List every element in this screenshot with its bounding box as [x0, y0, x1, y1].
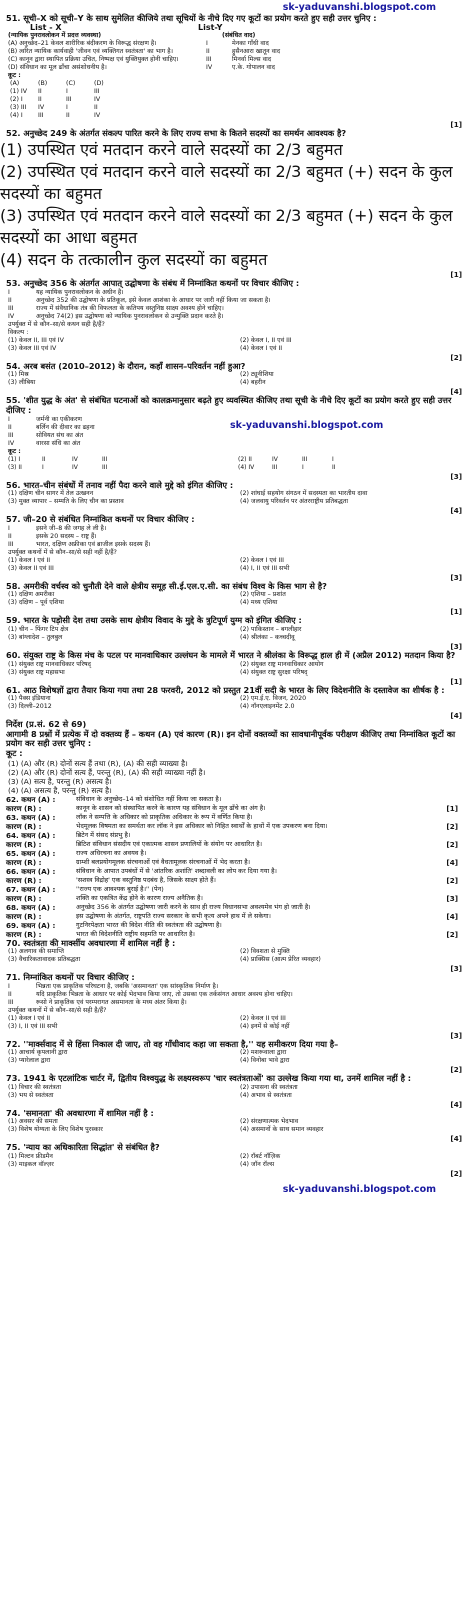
code-cell: II	[66, 111, 70, 119]
statement-row	[0, 289, 476, 297]
q74-options	[0, 1118, 476, 1134]
statement-number: IV	[8, 439, 15, 447]
statement-number: IV	[8, 312, 15, 320]
code-cell: III	[94, 87, 100, 95]
statement-text: इसने जी–8 की जगह ले ली है।	[36, 524, 107, 532]
statement-number: II	[8, 532, 12, 540]
listy-number: II	[206, 47, 210, 55]
assertion-label: 63. कथन (A) :	[6, 812, 56, 822]
q52-stem: 52. अनुच्छेद 249 के अंतर्गत संकल्प पारित करने के लिए राज्य सभा के कितने सदस्यों का समर्थन आवश्यक है?	[6, 127, 347, 138]
option: (4) विनोबा भावे द्वारा	[240, 1057, 290, 1065]
code-cell: I	[66, 103, 68, 111]
option: (4) प्राक्सिस (आत्म प्रेरित व्यवहार)	[240, 956, 321, 964]
assertion-text: ''राज्य एक आवश्यक बुराई है।'' (पेन)	[76, 884, 164, 893]
statement-number: II	[8, 296, 12, 304]
statement-number: II	[8, 423, 12, 431]
q55-kut: कूट :	[8, 447, 21, 455]
code-cell: II	[94, 103, 98, 111]
code-cell: (3) II	[8, 463, 22, 471]
reason-row	[0, 822, 476, 831]
assertion-text: अनुच्छेद 356 के अंतर्गत उद्घोषणा जारी करने के साथ ही राज्य विधानसभा अवश्यमेव भंग हो जाती है।	[76, 902, 311, 911]
q51-listysub: (संबंधित वाद)	[222, 31, 256, 39]
option: (4) असमानों के साथ समान व्यवहार	[240, 1126, 324, 1134]
q61-options	[0, 695, 476, 711]
option: (3) मुक्त व्यापार – सम्मति के लिए चीन का प्रस्ताव	[8, 498, 124, 506]
option: (1) केवल I एवं II	[8, 1014, 51, 1022]
q73-answer: [4]	[450, 1099, 462, 1109]
statement-number: I	[8, 524, 10, 532]
option: (2) उपासना की स्वतंत्रता	[240, 1083, 298, 1091]
statement-text: सोवियत संघ का अंत	[36, 431, 84, 439]
option: (3) भय से स्वतंत्रता	[8, 1091, 54, 1099]
statement-row	[0, 533, 476, 541]
match-row	[0, 64, 476, 72]
blog-watermark-bottom: sk-yaduvanshi.blogspot.com	[282, 1184, 436, 1196]
code-cell: III	[102, 463, 108, 471]
answer-mark: [4]	[446, 857, 458, 867]
option: (1) चीन – फिंगर टिप क्षेत्र	[8, 625, 69, 633]
q53-stem: 53. अनुच्छेद 356 के अंतर्गत आपात् उद्घोषणा के संबंध में निम्नांकित कथनों पर विचार कीजिए :	[6, 278, 300, 289]
assertion-row	[0, 849, 476, 858]
q57-options	[0, 557, 476, 573]
q56-stem: 56. भारत–चीन संबंधों में तनाव नहीं पैदा करने वाले मुद्दे को इंगित कीजिए :	[6, 479, 234, 490]
code-cell: III	[102, 455, 108, 463]
option: (2) मशरूवाला द्वारा	[240, 1049, 287, 1057]
code-header: (C)	[66, 79, 76, 87]
assertion-label: 69. कथन (A) :	[6, 920, 56, 930]
option: (2) रॉबर्ट नॉज़िक	[240, 1153, 281, 1161]
listy-item: ए.के. गोपालन वाद	[232, 63, 275, 71]
reason-text: ग्राम्शी बलप्रयोगमूलक संरचनाओं एवं वैधतामूलक संरचनाओं में भेद करता है।	[76, 857, 251, 866]
reason-text: ब्रिटिश संविधान संसदीय एवं एकात्मक शासन प्रणालियों के संयोग पर आधारित है।	[76, 839, 263, 848]
listy-item: हुसैनआरा खातून वाद	[232, 47, 281, 55]
q51-kut: कूट :	[8, 71, 21, 79]
q53-ask: उपर्युक्त में से कौन–सा/से कथन सही है/हैं?	[8, 320, 105, 328]
option: (4) मध्य एशिया	[240, 599, 278, 607]
code-cell: I	[66, 87, 68, 95]
statement-text: यह न्यायिक पुनरावलोकन के अधीन है।	[36, 288, 124, 296]
code-cell: IV	[72, 455, 78, 463]
statement-row	[0, 416, 230, 424]
option: (2) केवल I एवं III	[240, 556, 284, 564]
option: (1) दक्षिण अमरीका	[8, 591, 55, 599]
option: (3) माइकल वॉल्ज़र	[8, 1161, 54, 1169]
blog-watermark-2: sk-yaduvanshi.blogspot.com	[230, 419, 384, 431]
assertion-label: 65. कथन (A) :	[6, 848, 56, 858]
option: (2) उपस्थित एवं मतदान करने वाले सदस्यों का 2/3 बहुमत (+) सदन के कुल सदस्यों का बहुमत	[0, 162, 453, 204]
statement-row	[0, 297, 476, 305]
q61-stem: 61. आठ विशेषज्ञों द्वारा तैयार किया गया तथा 28 फरवरी, 2012 को प्रस्तुत 21वीं सदी के भारत के लिए विदेशनीति के दस्तावेज का शीर्षक है :	[6, 684, 445, 695]
assertion-row	[0, 795, 476, 804]
q75-stem: 75. 'न्याय का अधिकारिता सिद्धांत' से संबंधित है?	[6, 1142, 160, 1153]
reason-text: कानून के शासन को संस्थापित करने के कारण यह संविधान के मूल ढाँचे का अंग है।	[76, 803, 266, 812]
q74-stem: 74. 'समानता' की अवधारणा में शामिल नहीं है :	[6, 1107, 154, 1118]
listy-number: III	[206, 55, 212, 63]
q74-answer: [4]	[450, 1134, 462, 1144]
statement-text: जर्मनी का एकीकरण	[36, 415, 82, 423]
q70-stem: 70. स्वतंत्रता की मार्क्सीय अवधारणा में शामिल नहीं है :	[6, 937, 176, 948]
direction-option: (2) (A) और (R) दोनों सत्य हैं, परन्तु (R), (A) की सही व्याख्या नहीं है।	[8, 767, 206, 777]
reason-label: कारण (R) :	[6, 875, 42, 885]
reason-text: भेदमूलक विषमता का समर्थता कर लॉक ने इस अधिकार को निहित स्वार्थों के हाथों में एक उपकरण बना दिया।	[76, 821, 328, 830]
option: (4) श्रीलंका – कच्चदीवू	[240, 633, 295, 641]
q75-options	[0, 1153, 476, 1169]
code-cell: IV	[94, 111, 101, 119]
assertion-label: 68. कथन (A) :	[6, 902, 56, 912]
reason-label: कारण (R) :	[6, 839, 42, 849]
code-cell: (1) IV	[10, 87, 28, 95]
statement-text: भिन्नता एक प्राकृतिक परिघटना है, जबकि 'असमानता' एक सांस्कृतिक निर्माण है।	[36, 982, 219, 990]
q75-answer: [2]	[450, 1169, 462, 1179]
statement-number: I	[8, 288, 10, 296]
reason-row	[0, 858, 476, 867]
listx-item: (B) त्वरित न्यायिक कार्यवाही 'जीवन एवं व्यक्तिगत स्वतंत्रता' का भाग है।	[8, 47, 174, 55]
statement-row	[0, 525, 476, 533]
q72-answer: [2]	[450, 1065, 462, 1075]
reason-label: कारण (R) :	[6, 911, 42, 921]
option: (2) विवशता से मुक्ति	[240, 948, 290, 956]
direction-option: (3) (A) सत्य है, परन्तु (R) असत्य है।	[8, 776, 112, 786]
option: (3) विशेष योग्यता के लिए विशेष पुरस्कार	[8, 1126, 103, 1134]
q53-options	[0, 337, 476, 353]
q55-events	[0, 416, 230, 448]
option: (3) दक्षिण – पूर्व एशिया	[8, 599, 64, 607]
q61-answer: [4]	[450, 711, 462, 721]
option: (3) केवल II एवं III	[8, 564, 54, 572]
listy-number: IV	[206, 63, 213, 71]
q73-options	[0, 1084, 476, 1100]
listx-item: (D) संविधान का मूल ढाँचा असंशोधनीय है।	[8, 63, 107, 71]
match-row	[0, 40, 476, 48]
q72-stem: 72. ''मार्क्सवाद में से हिंसा निकाल दी जाए, तो वह गाँधीवाद कहा जा सकता है,'' यह समीकरण दिया गया है–	[6, 1038, 339, 1049]
option: (3) दिल्ली–2012	[8, 703, 52, 711]
statement-text: यदि प्राकृतिक भिन्नता के आधार पर कोई भेदभाव किया जाए, तो उसका एक तर्कसंगत आधार अवश्य होना चाहिए।	[36, 990, 293, 998]
q57-statements	[0, 525, 476, 549]
q58-stem: 58. अमरीकी वर्चस्व को चुनौती देने वाले क्षेत्रीय समूह सी.ई.एल.ए.सी. का संबंध विश्व के किस भाग से है?	[6, 580, 327, 591]
q71-stem: 71. निम्नांकित कथनों पर विचार कीजिए :	[6, 972, 135, 983]
option: (4) I, II एवं III सभी	[240, 564, 290, 572]
reason-text: इस उद्घोषणा के अंतर्गत, राष्ट्रपति राज्य सरकार के सभी कृत्य अपने हाथ में ले सकेगा।	[76, 911, 271, 920]
assertion-row	[0, 831, 476, 840]
code-cell: II	[38, 87, 42, 95]
q71-statements	[0, 983, 476, 1007]
code-cell: III	[302, 455, 308, 463]
statement-row	[0, 424, 230, 432]
option: (3) लीबिया	[8, 379, 36, 387]
option: (4) जॉन रॉल्स	[240, 1161, 275, 1169]
statement-text: बर्लिन की दीवार का ढहना	[36, 423, 95, 431]
code-cell: IV	[272, 455, 278, 463]
code-header: (A)	[10, 79, 20, 87]
statement-text: इसके 20 सदस्य – राष्ट्र हैं।	[36, 532, 97, 540]
reason-row	[0, 894, 476, 903]
assertion-row	[0, 813, 476, 822]
option: (1) मिल्टन फ्रीडमैन	[8, 1153, 53, 1161]
statement-number: I	[8, 982, 10, 990]
option: (3) उपस्थित एवं मतदान करने वाले सदस्यों का 2/3 बहुमत (+) सदन के कुल सदस्यों का आधा बहुमत	[0, 206, 453, 248]
reason-row	[0, 912, 476, 921]
code-cell: I	[302, 463, 304, 471]
assertion-row	[0, 921, 476, 930]
statement-text: राज्य में संवैधानिक तंत्र की विफलता के कतिपय वस्तुनिष्ठ साक्ष्य अवश्य होने चाहिए।	[36, 304, 224, 312]
reason-text: शक्ति का एकत्रित केंद्र होने के कारण राज्य अनैतिक है।	[76, 893, 203, 902]
q51-listx: List - X	[30, 22, 62, 32]
q70-answer: [3]	[450, 964, 462, 974]
statement-number: III	[8, 304, 14, 312]
option: (2) संरक्षणात्मक भेदभाव	[240, 1118, 299, 1126]
q60-stem: 60. संयुक्त राष्ट्र के किस मंच के पटल पर मानवाधिकार उल्लंघन के मामले में भारत ने श्रीलंका के विरूद्ध हाल ही में (अप्रैल 2012) मतदान किया है?	[6, 649, 456, 660]
statement-row	[0, 440, 230, 448]
reason-label: कारण (R) :	[6, 893, 42, 903]
code-row	[8, 464, 238, 472]
option: (1) विचार की स्वतंत्रता	[8, 1083, 61, 1091]
listy-item: मेनका गाँधी वाद	[232, 39, 269, 47]
q55-code-table	[0, 456, 476, 472]
direction-option: (4) (A) असत्य है, परन्तु (R) सत्य है।	[8, 785, 112, 795]
option: (1) अवसर की समता	[8, 1118, 58, 1126]
q54-options	[0, 371, 476, 387]
q57-stem: 57. जी–20 से संबंधित निम्नांकित कथनों पर विचार कीजिए :	[6, 514, 195, 525]
answer-mark: [1]	[446, 803, 458, 813]
q51-stem: 51. सूची–X को सूची–Y के साथ सुमेलित कीजिये तथा सूचियों के नीचे दिए गए कूटों का प्रयोग करते हुए सही उत्तर चुनिए :	[6, 13, 377, 23]
assertion-reason-questions	[0, 795, 476, 939]
q51-code-table	[8, 80, 120, 120]
answer-mark: [2]	[446, 821, 458, 831]
q53-vikalp: विकल्प :	[8, 328, 29, 336]
listx-item: (A) अनुच्छेद–21 केवल शारीरिक बंदीकरण के विरूद्ध संरक्षण है।	[8, 39, 157, 47]
code-cell: (4) I	[10, 111, 23, 119]
code-cell: IV	[72, 463, 78, 471]
code-row	[8, 456, 238, 464]
option: (4) अभाव से स्वतंत्रता	[240, 1091, 292, 1099]
option: (1) मिस्र	[8, 371, 29, 379]
match-row	[0, 48, 476, 56]
option: (1) केवल I एवं II	[8, 556, 51, 564]
reason-label: कारण (R) :	[6, 803, 42, 813]
option: (3) केवल III एवं IV	[8, 344, 57, 352]
q60-answer: [1]	[450, 676, 462, 686]
reason-row	[0, 840, 476, 849]
assertion-row	[0, 903, 476, 912]
option: (1) अलगाव की समाप्ति	[8, 948, 64, 956]
reason-label: कारण (R) :	[6, 929, 42, 939]
assertion-label: 64. कथन (A) :	[6, 830, 56, 840]
assertion-text: ब्रिटेन में संसद संप्रभु है।	[76, 830, 131, 839]
code-cell: IV	[38, 103, 45, 111]
q53-statements	[0, 289, 476, 321]
option: (1) पैक्स इंडियाना	[8, 695, 51, 703]
statement-number: II	[8, 990, 12, 998]
option: (4) जलवायु परिवर्तन पर अंतरराष्ट्रीय प्रतिबद्धता	[240, 498, 348, 506]
option: (3) संयुक्त राष्ट्र महासभा	[8, 668, 65, 676]
option: (2) शांघाई सहयोग संगठन में सदस्यता का भारतीय दावा	[240, 490, 368, 498]
q56-options	[0, 490, 476, 506]
code-cell: (2) II	[238, 455, 252, 463]
q71-options	[0, 1015, 476, 1031]
reason-label: कारण (R) :	[6, 821, 42, 831]
assertion-label: 66. कथन (A) :	[6, 866, 56, 876]
reason-label: कारण (R) :	[6, 857, 42, 867]
answer-mark: [4]	[446, 911, 458, 921]
q53-answer: [2]	[450, 352, 462, 362]
code-cell: IV	[94, 95, 101, 103]
statement-text: रूसो ने प्राकृतिक एवं परम्परागत असमानता के मध्य अंतर किया है।	[36, 998, 187, 1006]
assertion-text: संविधान के अनुच्छेद–14 को संशोधित नहीं किया जा सकता है।	[76, 794, 222, 803]
statement-row	[0, 305, 476, 313]
statement-number: I	[8, 415, 10, 423]
option: (2) ट्यूनीशिया	[240, 371, 274, 379]
listx-item: (C) कानून द्वारा स्थापित प्रक्रिया उचित, निष्पक्ष एवं युक्तियुक्त होनी चाहिए।	[8, 55, 179, 63]
directions-heading: निर्देश (प्र.सं. 62 से 69)	[6, 719, 87, 730]
statement-number: III	[8, 540, 14, 548]
assertion-row	[0, 885, 476, 894]
option: (4) बहरीन	[240, 379, 266, 387]
assertion-row	[0, 867, 476, 876]
code-cell: (3) III	[10, 103, 27, 111]
option: (3) I, II एवं III सभी	[8, 1022, 58, 1030]
statement-row	[0, 999, 476, 1007]
q56-answer: [4]	[450, 506, 462, 516]
code-row	[238, 456, 362, 464]
q71-answer: [3]	[450, 1030, 462, 1040]
q51-list-headers	[0, 24, 476, 32]
reason-row	[0, 876, 476, 885]
answer-mark: [2]	[446, 929, 458, 939]
option: (2) एम.ई.ए. विजन, 2020	[240, 695, 307, 703]
q59-answer: [3]	[450, 641, 462, 651]
code-cell: (2) I	[10, 95, 23, 103]
code-cell: (1) I	[8, 455, 21, 463]
q54-answer: [4]	[450, 387, 462, 397]
statement-number: III	[8, 998, 14, 1006]
option: (4) सदन के तत्कालीन कुल सदस्यों का बहुमत	[0, 250, 268, 270]
q58-answer: [1]	[450, 607, 462, 617]
assertion-text: गुटनिरपेक्षता भारत की विदेश नीति की स्वतंत्रता की उद्घोषणा है।	[76, 920, 222, 929]
directions-options	[0, 759, 476, 795]
directions-text: आगामी 8 प्रश्नों में प्रत्येक में दो वक्तव्य हैं – कथन (A) एवं कारण (R)। इन दोनों वक्तव्यों का सावधानीपूर्वक परीक्षण कीजिए तथा निम्नांकित कूटों का प्रयोग कर सही उत्तर चुनिए :	[6, 728, 456, 749]
code-cell: II	[332, 463, 336, 471]
option: (1) दक्षिण चीन सागर में तेल उत्खनन	[8, 490, 94, 498]
direction-option: (1) (A) और (R) दोनों सत्य हैं तथा (R), (A) की सही व्याख्या है।	[8, 758, 188, 768]
q57-answer: [3]	[450, 572, 462, 582]
code-cell: I	[42, 463, 44, 471]
answer-mark: [3]	[446, 893, 458, 903]
option: (1) संयुक्त राष्ट्र मानवाधिकार परिषद्	[8, 660, 92, 668]
statement-row	[0, 983, 476, 991]
q71-ask: उपर्युक्त कथनों में से कौन–सा/से सही है/हैं?	[8, 1006, 107, 1014]
code-header: (D)	[94, 79, 104, 87]
option: (3) प्यारेलाल द्वारा	[8, 1057, 51, 1065]
option: (2) केवल II एवं III	[240, 1014, 286, 1022]
assertion-label: 67. कथन (A) :	[6, 884, 56, 894]
option: (1) आचार्य कृपलानी द्वारा	[8, 1049, 68, 1057]
assertion-text: लॉक ने सम्पत्ति के अधिकार को प्राकृतिक अधिकार के रूप में वर्णित किया है।	[76, 812, 253, 821]
q55-answer: [3]	[450, 471, 462, 481]
q73-stem: 73. 1941 के एटलांटिक चार्टर में, द्वितीय विश्वयुद्ध के लक्ष्यस्वरूप 'चार स्वतंत्रताओं' का उल्लेख किया गया था, उनमें शामिल नहीं है :	[6, 1073, 412, 1084]
option: (2) केवल I, II एवं III	[240, 336, 292, 344]
listy-number: I	[206, 39, 208, 47]
match-row	[0, 56, 476, 64]
q51-listy: List-Y	[198, 22, 223, 32]
blog-watermark-top: sk-yaduvanshi.blogspot.com	[282, 2, 436, 13]
option: (3) वैचारिकतावादक प्रतिबद्धता	[8, 956, 81, 964]
option: (4) केवल I एवं II	[240, 344, 283, 352]
code-cell: III	[272, 463, 278, 471]
statement-text: अनुच्छेद 74(2) इस उद्घोषणा को न्यायिक पुनरावलोकन से उन्मुक्ति प्रदान करते है।	[36, 312, 224, 320]
answer-mark: [2]	[446, 875, 458, 885]
reason-row	[0, 804, 476, 813]
statement-row	[0, 432, 230, 440]
statement-text: वारसा संधि का अंत	[36, 439, 81, 447]
q52-answer: [1]	[450, 270, 462, 280]
reason-text: 'सशस्त्र विद्रोह' एक वस्तुनिष्ठ पदबंध है, जिसके साक्ष्य होते हैं।	[76, 875, 216, 884]
code-cell: III	[38, 111, 44, 119]
code-cell: I	[332, 455, 334, 463]
assertion-text: संविधान के आपात उपबंधों में से 'आंतरिक अशांति' शब्दावली का लोप कर दिया गया है।	[76, 866, 277, 875]
q54-stem: 54. अरब बसंत (2010–2012) के दौरान, कहाँ शासन–परिवर्तन नहीं हुआ?	[6, 360, 246, 371]
q59-options	[0, 626, 476, 642]
q51-answer: [1]	[450, 119, 462, 129]
q72-options	[0, 1049, 476, 1065]
code-header: (B)	[38, 79, 48, 87]
q57-ask: उपर्युक्त कथनों में से कौन–सा/से सही नहीं है/हैं?	[8, 548, 117, 556]
code-cell: II	[38, 95, 42, 103]
option: (4) इनमें से कोई नहीं	[240, 1022, 290, 1030]
statement-row	[0, 313, 476, 321]
statement-row	[0, 541, 476, 549]
option: (1) केवल II, III एवं IV	[8, 336, 64, 344]
code-cell: III	[66, 95, 72, 103]
answer-mark: [2]	[446, 839, 458, 849]
code-row	[238, 464, 362, 472]
option: (2) पाकिस्तान – बगलीहार	[240, 625, 302, 633]
option: (1) उपस्थित एवं मतदान करने वाले सदस्यों का 2/3 बहुमत	[0, 140, 343, 160]
q51-match-rows	[0, 40, 476, 72]
q59-stem: 59. भारत के पड़ोसी देश तथा उसके साथ क्षेत्रीय विवाद के मुद्दे के त्रुटिपूर्ण युग्म को इंगित कीजिए :	[6, 615, 302, 626]
statement-row	[0, 991, 476, 999]
reason-text: भारत की विदेशनीति राष्ट्रीय सहमति पर आधारित है।	[76, 929, 195, 938]
code-cell: II	[42, 455, 46, 463]
q70-options	[0, 948, 476, 964]
code-cell: (4) IV	[238, 463, 255, 471]
statement-number: III	[8, 431, 14, 439]
option: (3) बांग्लादेश – तुलबुल	[8, 633, 63, 641]
option: (2) एशिया – प्रशांत	[240, 591, 286, 599]
option: (4) नॉनएलाइनमेंट 2.0	[240, 703, 295, 711]
q55-stem: 55. 'शीत युद्ध के अंत' से संबंधित घटनाओं को कालक्रमानुसार बढ़ते हुए व्यवस्थित कीजिए तथा सूची के नीचे दिए कूटों का प्रयोग करते हुए सही उत्तर दीजिए :	[6, 395, 452, 415]
q51-list-subheaders	[0, 32, 476, 40]
q52-options	[0, 138, 476, 270]
statement-text: भारत, दक्षिण अफ्रीका एवं ब्राजील इसके सदस्य हैं।	[36, 540, 151, 548]
q60-options	[0, 661, 476, 677]
option: (4) संयुक्त राष्ट्र सुरक्षा परिषद्	[240, 668, 308, 676]
q58-options	[0, 591, 476, 607]
assertion-label: 62. कथन (A) :	[6, 794, 56, 804]
directions-kut: कूट :	[6, 747, 23, 758]
statement-text: अनुच्छेद 352 की उद्घोषणा के प्रतिकूल, इसे केवल आशंका के आधार पर जारी नहीं किया जा सकता है।	[36, 296, 271, 304]
option: (2) संयुक्त राष्ट्र मानवाधिकार आयोग	[240, 660, 324, 668]
listy-item: मिनर्वा मिल्स वाद	[232, 55, 272, 63]
assertion-text: राज्य अधिरचना का अवयव है।	[76, 848, 147, 857]
q51-listxsub: (न्यायिक पुनरावलोकन में प्रदत्त व्यवस्था)	[8, 31, 102, 39]
